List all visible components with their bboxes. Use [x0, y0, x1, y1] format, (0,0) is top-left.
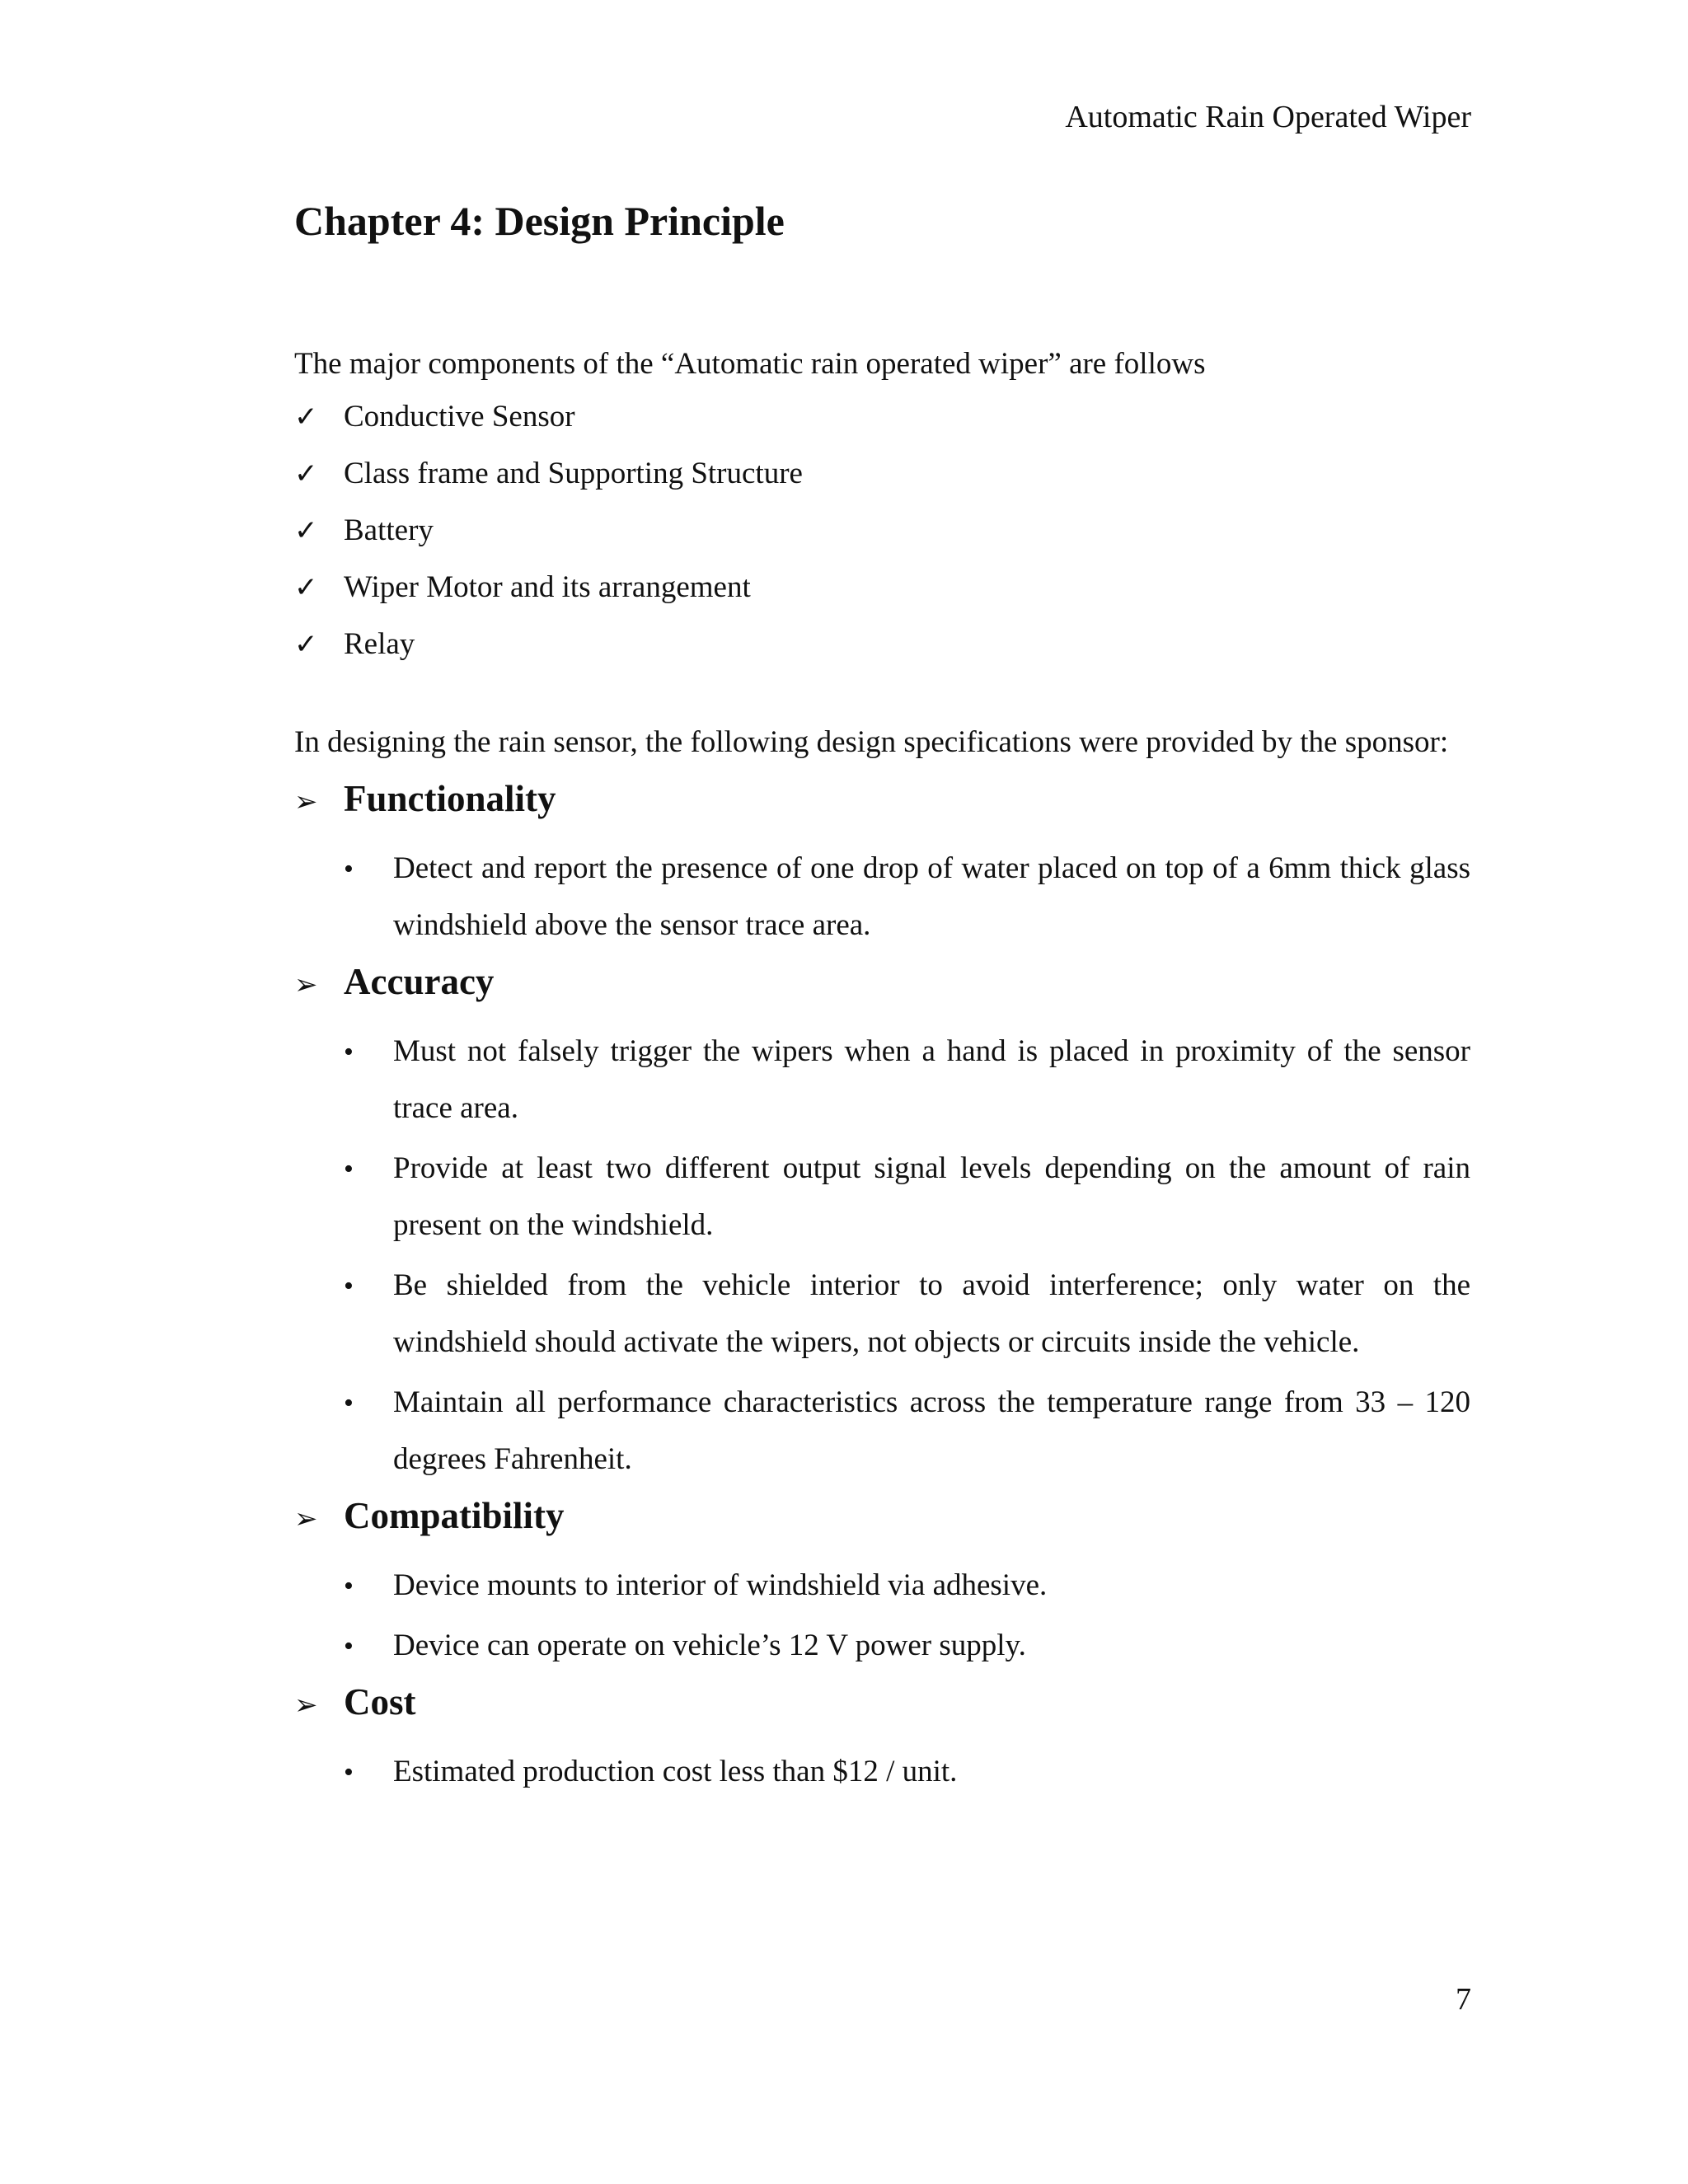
bullet-icon: •: [344, 1757, 354, 1788]
accuracy-list: [294, 1023, 1470, 1488]
bullet-icon: •: [344, 1388, 354, 1418]
component-label: Class frame and Supporting Structure: [344, 457, 803, 490]
bullet-icon: •: [344, 1037, 354, 1067]
arrow-bullet-icon: ➢: [294, 1689, 318, 1722]
list-item: [294, 399, 1470, 456]
component-label: Wiper Motor and its arrangement: [344, 570, 751, 604]
spec-text: Estimated production cost less than $12 / unit.: [393, 1755, 958, 1788]
compatibility-list: [294, 1557, 1470, 1674]
section-title: Accuracy: [344, 961, 495, 1002]
list-item: [294, 1557, 1470, 1614]
checkmark-icon: ✓: [294, 457, 318, 490]
list-item: [294, 1257, 1470, 1371]
checkmark-icon: ✓: [294, 401, 318, 434]
running-header: Automatic Rain Operated Wiper: [1065, 100, 1471, 134]
list-item: [294, 626, 1470, 683]
list-item: [294, 1023, 1470, 1137]
page-body: [294, 343, 1470, 1803]
chapter-title: Chapter 4: Design Principle: [294, 198, 785, 244]
checkmark-icon: ✓: [294, 571, 318, 604]
list-item: [294, 1140, 1470, 1254]
checkmark-icon: ✓: [294, 514, 318, 547]
list-item: [294, 840, 1470, 954]
bullet-icon: •: [344, 1154, 354, 1184]
spec-text: Device can operate on vehicle’s 12 V power supply.: [393, 1629, 1026, 1662]
list-item: [294, 1617, 1470, 1674]
arrow-bullet-icon: ➢: [294, 968, 318, 1001]
list-item: [294, 513, 1470, 569]
list-item: [294, 456, 1470, 513]
spec-text: Detect and report the presence of one drop of water placed on top of a 6mm thick glass windshield above the sensor trace area.: [393, 851, 1470, 942]
arrow-bullet-icon: ➢: [294, 785, 318, 818]
arrow-bullet-icon: ➢: [294, 1502, 318, 1535]
cost-list: [294, 1743, 1470, 1800]
spec-text: Provide at least two different output signal levels depending on the amount of rain present on the windshield.: [393, 1151, 1470, 1242]
component-label: Conductive Sensor: [344, 400, 575, 434]
list-item: [294, 1743, 1470, 1800]
bullet-icon: •: [344, 1631, 354, 1661]
spec-intro-paragraph: In designing the rain sensor, the following design specifications were provided by the sponsor:: [294, 725, 1449, 759]
bullet-icon: •: [344, 1571, 354, 1601]
section-heading-accuracy: [294, 960, 1470, 1018]
components-list: [294, 399, 1470, 683]
section-heading-functionality: [294, 777, 1470, 835]
section-title: Functionality: [344, 778, 556, 819]
list-item: [294, 1374, 1470, 1488]
component-label: Relay: [344, 627, 415, 661]
bullet-icon: •: [344, 1271, 354, 1301]
section-title: Cost: [344, 1681, 416, 1722]
section-heading-cost: [294, 1680, 1470, 1738]
spec-text: Device mounts to interior of windshield via adhesive.: [393, 1568, 1048, 1602]
bullet-icon: •: [344, 854, 354, 884]
page-number: 7: [1456, 1982, 1471, 2017]
section-heading-compatibility: [294, 1494, 1470, 1552]
spec-text: Must not falsely trigger the wipers when a hand is placed in proximity of the sensor trace area.: [393, 1034, 1470, 1125]
checkmark-icon: ✓: [294, 628, 318, 661]
spec-text: Be shielded from the vehicle interior to avoid interference; only water on the windshield should activate the wipers, not objects or circuits inside the vehicle.: [393, 1268, 1470, 1359]
intro-paragraph: The major components of the “Automatic rain operated wiper” are follows: [294, 347, 1206, 381]
section-title: Compatibility: [344, 1495, 565, 1536]
spec-text: Maintain all performance characteristics across the temperature range from 33 – 120 degrees Fahrenheit.: [393, 1385, 1470, 1476]
component-label: Battery: [344, 513, 434, 547]
functionality-list: [294, 840, 1470, 954]
list-item: [294, 569, 1470, 626]
